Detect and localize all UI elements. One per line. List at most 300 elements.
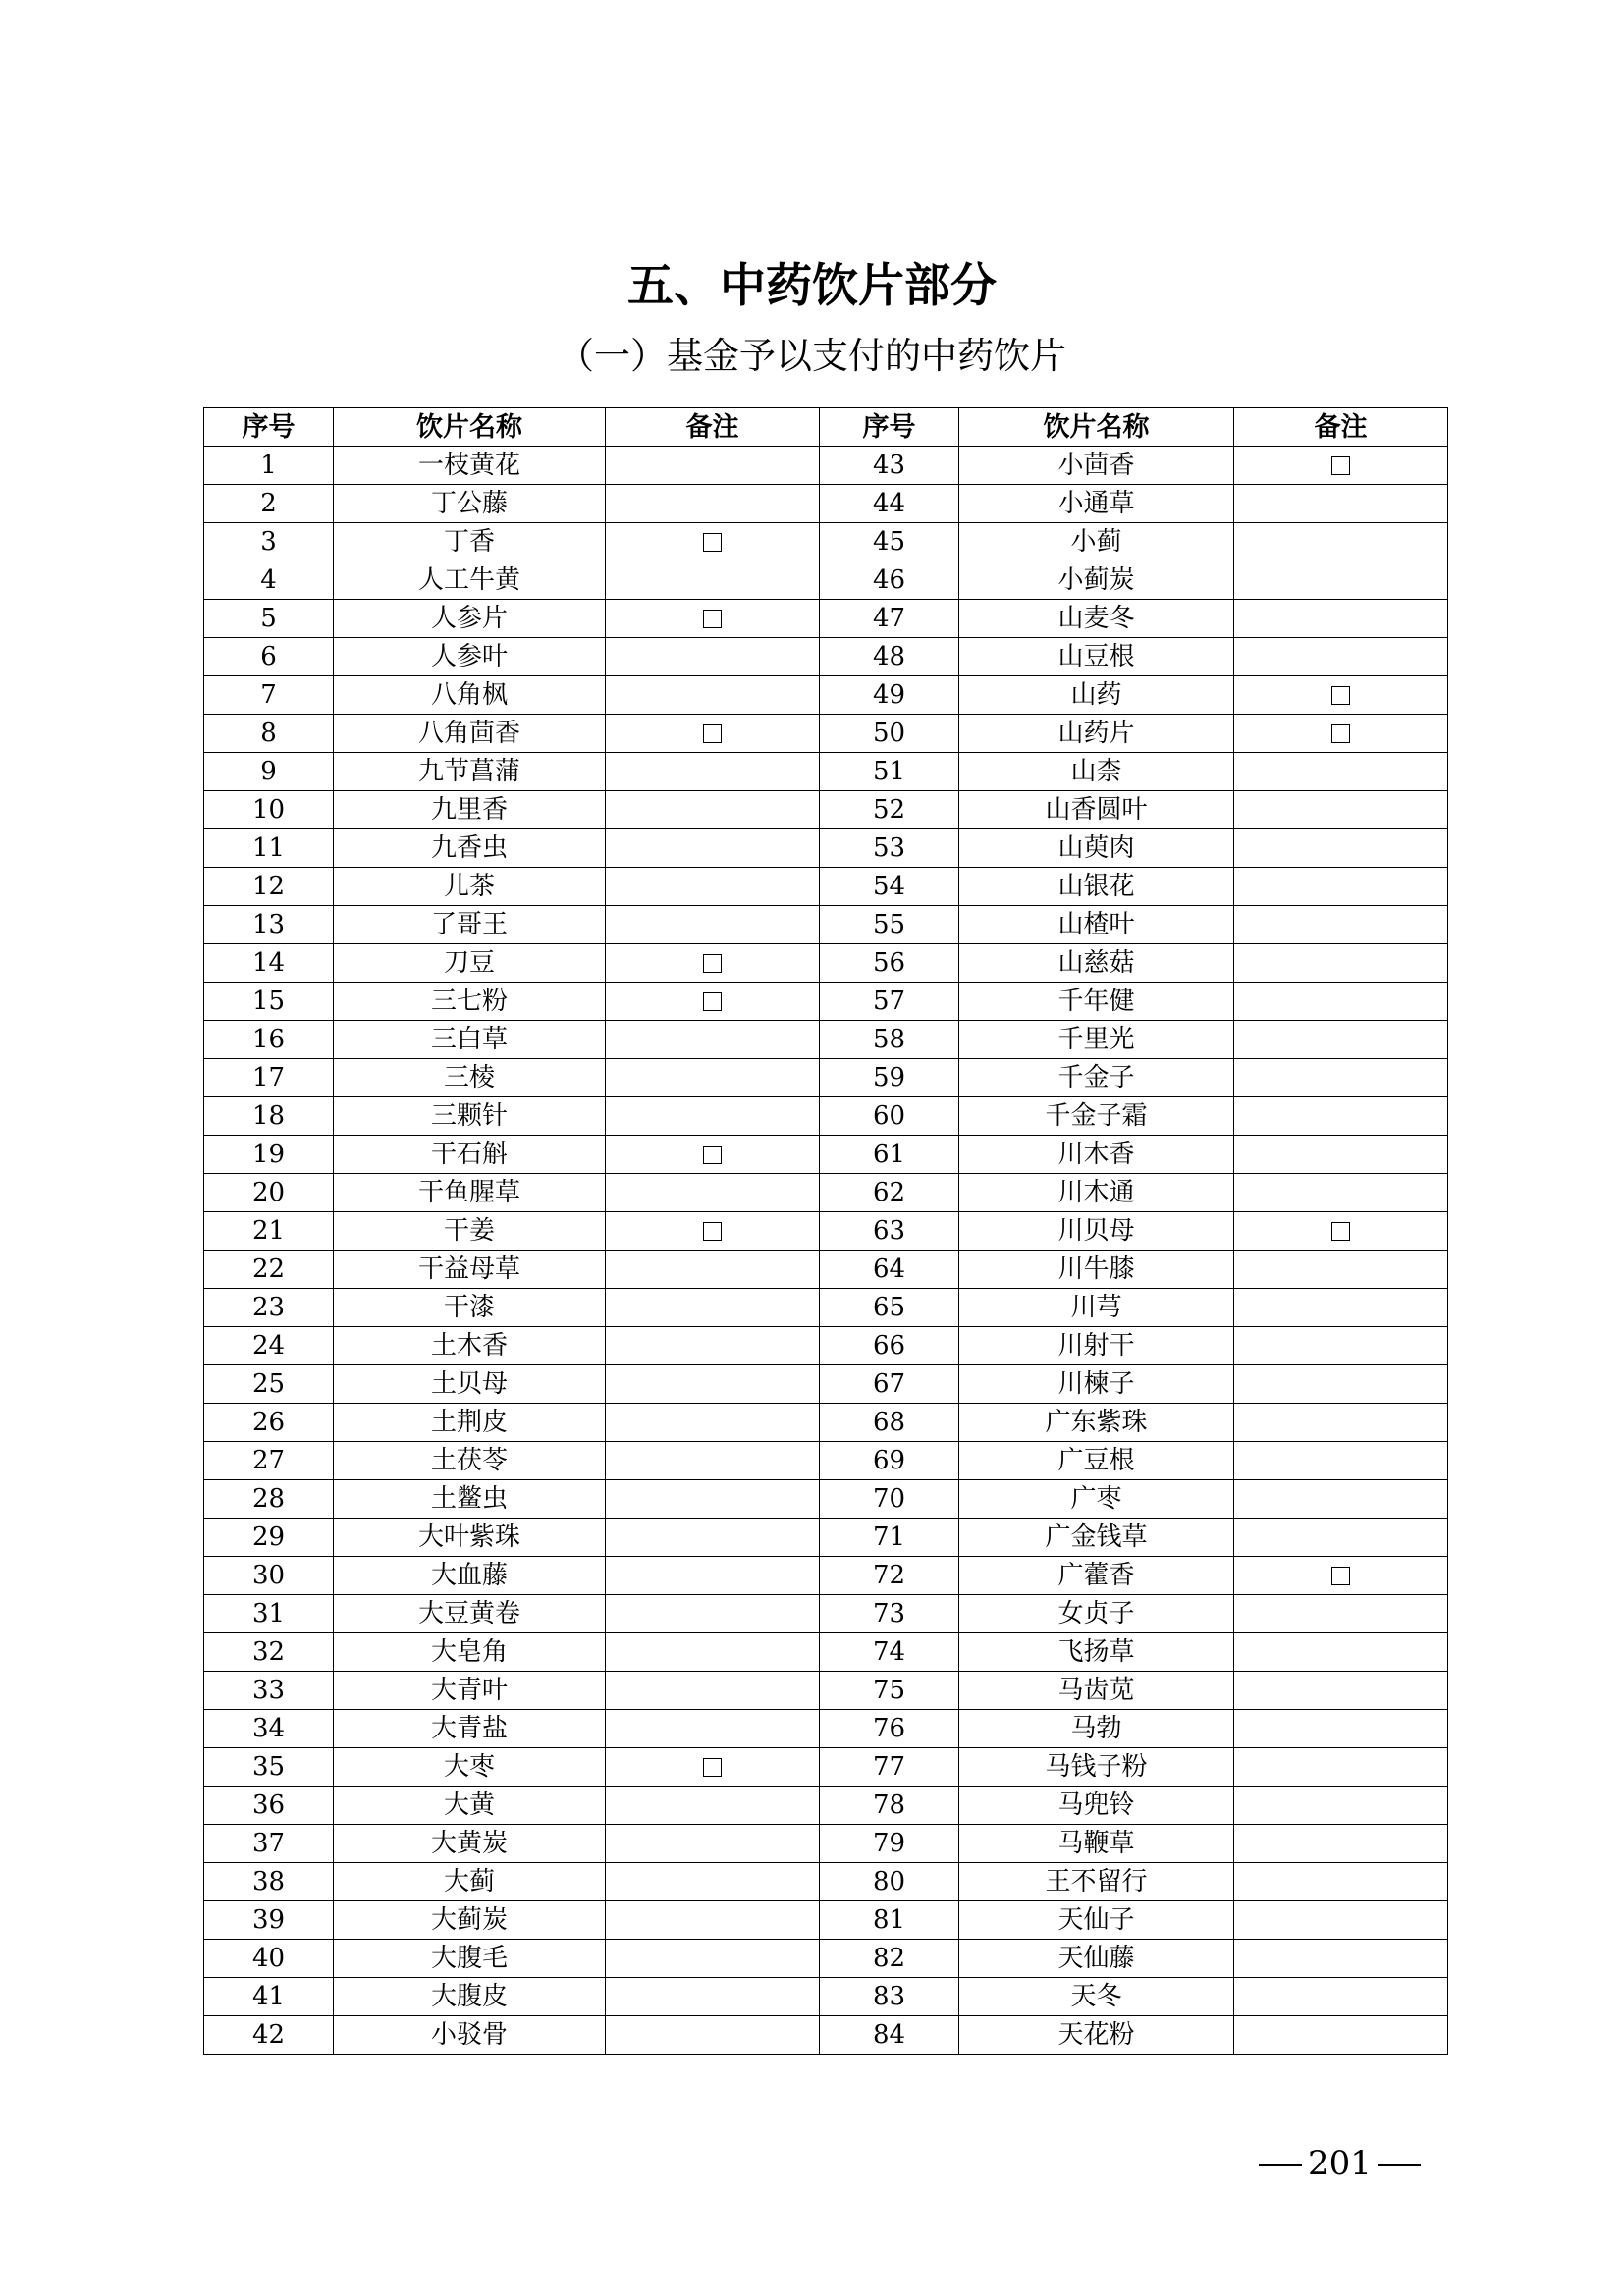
row-note-right xyxy=(1234,829,1448,868)
checkbox-square-icon xyxy=(703,1222,722,1241)
row-note-left xyxy=(606,1021,820,1059)
row-no-right: 68 xyxy=(820,1404,959,1442)
row-no-left: 36 xyxy=(204,1787,334,1825)
checkbox-square-icon xyxy=(1331,1222,1350,1241)
row-no-left: 10 xyxy=(204,791,334,829)
row-note-right xyxy=(1234,485,1448,523)
row-no-left: 31 xyxy=(204,1595,334,1633)
row-note-left xyxy=(606,1633,820,1672)
row-name-right: 女贞子 xyxy=(959,1595,1234,1633)
row-name-left: 九节菖蒲 xyxy=(334,753,606,791)
row-no-right: 51 xyxy=(820,753,959,791)
row-name-left: 大青盐 xyxy=(334,1710,606,1748)
row-note-left xyxy=(606,906,820,944)
row-no-left: 42 xyxy=(204,2016,334,2055)
table-row xyxy=(204,600,1448,638)
row-name-left: 了哥王 xyxy=(334,906,606,944)
row-name-right: 川芎 xyxy=(959,1289,1234,1327)
table-row xyxy=(204,485,1448,523)
row-note-right xyxy=(1234,1825,1448,1863)
row-name-right: 天花粉 xyxy=(959,2016,1234,2055)
row-no-right: 63 xyxy=(820,1212,959,1251)
header-no-left: 序号 xyxy=(204,408,334,447)
row-no-right: 49 xyxy=(820,676,959,715)
row-note-right xyxy=(1234,1097,1448,1136)
row-no-left: 22 xyxy=(204,1251,334,1289)
row-note-left xyxy=(606,1863,820,1901)
row-no-left: 25 xyxy=(204,1365,334,1404)
row-note-right xyxy=(1234,715,1448,753)
table-row xyxy=(204,1710,1448,1748)
row-name-left: 三颗针 xyxy=(334,1097,606,1136)
row-no-left: 30 xyxy=(204,1557,334,1595)
row-note-left xyxy=(606,1940,820,1978)
row-no-right: 48 xyxy=(820,638,959,676)
row-no-left: 40 xyxy=(204,1940,334,1978)
row-no-left: 38 xyxy=(204,1863,334,1901)
row-note-right xyxy=(1234,944,1448,983)
row-no-left: 17 xyxy=(204,1059,334,1097)
row-name-left: 人参片 xyxy=(334,600,606,638)
row-no-left: 34 xyxy=(204,1710,334,1748)
row-name-right: 广东紫珠 xyxy=(959,1404,1234,1442)
row-name-right: 小茴香 xyxy=(959,447,1234,485)
row-name-right: 山香圆叶 xyxy=(959,791,1234,829)
row-note-left xyxy=(606,791,820,829)
row-name-left: 土木香 xyxy=(334,1327,606,1365)
page-number xyxy=(1253,2144,1427,2183)
row-name-left: 人参叶 xyxy=(334,638,606,676)
row-note-right xyxy=(1234,1289,1448,1327)
page-title: 五、中药饮片部分 xyxy=(627,259,997,313)
row-note-right xyxy=(1234,1212,1448,1251)
row-note-left xyxy=(606,1059,820,1097)
row-note-left xyxy=(606,715,820,753)
row-name-left: 九香虫 xyxy=(334,829,606,868)
row-no-left: 2 xyxy=(204,485,334,523)
row-no-left: 6 xyxy=(204,638,334,676)
herbal-pieces-table xyxy=(203,407,1448,2055)
row-note-right xyxy=(1234,1633,1448,1672)
row-name-left: 小驳骨 xyxy=(334,2016,606,2055)
row-name-left: 三七粉 xyxy=(334,983,606,1021)
table-row xyxy=(204,1672,1448,1710)
checkbox-square-icon xyxy=(703,724,722,743)
row-no-right: 74 xyxy=(820,1633,959,1672)
row-name-left: 刀豆 xyxy=(334,944,606,983)
row-name-right: 天仙子 xyxy=(959,1901,1234,1940)
header-no-right: 序号 xyxy=(820,408,959,447)
row-note-left xyxy=(606,1825,820,1863)
row-name-right: 千年健 xyxy=(959,983,1234,1021)
row-no-right: 58 xyxy=(820,1021,959,1059)
row-note-left xyxy=(606,1097,820,1136)
table-row xyxy=(204,791,1448,829)
row-no-right: 77 xyxy=(820,1748,959,1787)
table-row xyxy=(204,1174,1448,1212)
checkbox-square-icon xyxy=(703,954,722,973)
row-name-right: 山银花 xyxy=(959,868,1234,906)
row-no-right: 52 xyxy=(820,791,959,829)
table-row xyxy=(204,1748,1448,1787)
table-row xyxy=(204,1519,1448,1557)
row-name-left: 大蓟 xyxy=(334,1863,606,1901)
row-no-left: 21 xyxy=(204,1212,334,1251)
row-note-right xyxy=(1234,638,1448,676)
row-name-right: 小蓟炭 xyxy=(959,561,1234,600)
row-note-right xyxy=(1234,1863,1448,1901)
checkbox-square-icon xyxy=(703,610,722,628)
row-note-right xyxy=(1234,1365,1448,1404)
row-note-right xyxy=(1234,2016,1448,2055)
row-no-right: 76 xyxy=(820,1710,959,1748)
row-name-right: 千金子霜 xyxy=(959,1097,1234,1136)
table-row xyxy=(204,829,1448,868)
table-row xyxy=(204,715,1448,753)
row-name-right: 天仙藤 xyxy=(959,1940,1234,1978)
row-no-left: 23 xyxy=(204,1289,334,1327)
row-no-left: 13 xyxy=(204,906,334,944)
row-name-right: 山药片 xyxy=(959,715,1234,753)
row-note-left xyxy=(606,638,820,676)
table-row xyxy=(204,1940,1448,1978)
checkbox-square-icon xyxy=(1331,456,1350,475)
row-no-right: 62 xyxy=(820,1174,959,1212)
row-no-right: 80 xyxy=(820,1863,959,1901)
row-name-left: 丁香 xyxy=(334,523,606,561)
row-no-right: 66 xyxy=(820,1327,959,1365)
row-no-left: 16 xyxy=(204,1021,334,1059)
row-no-left: 1 xyxy=(204,447,334,485)
row-name-left: 儿茶 xyxy=(334,868,606,906)
row-note-left xyxy=(606,1174,820,1212)
checkbox-square-icon xyxy=(703,1758,722,1777)
row-note-left xyxy=(606,1978,820,2016)
row-no-right: 81 xyxy=(820,1901,959,1940)
row-note-left xyxy=(606,1901,820,1940)
row-name-right: 千里光 xyxy=(959,1021,1234,1059)
row-no-right: 45 xyxy=(820,523,959,561)
row-note-right xyxy=(1234,1978,1448,2016)
table-row xyxy=(204,1251,1448,1289)
row-note-left xyxy=(606,1251,820,1289)
row-no-right: 47 xyxy=(820,600,959,638)
row-note-left xyxy=(606,1365,820,1404)
row-no-left: 15 xyxy=(204,983,334,1021)
row-name-left: 干石斛 xyxy=(334,1136,606,1174)
row-no-left: 32 xyxy=(204,1633,334,1672)
row-note-left xyxy=(606,1327,820,1365)
row-no-right: 57 xyxy=(820,983,959,1021)
table-row xyxy=(204,1787,1448,1825)
row-no-right: 79 xyxy=(820,1825,959,1863)
table-row xyxy=(204,1327,1448,1365)
row-note-right xyxy=(1234,1021,1448,1059)
row-name-right: 小通草 xyxy=(959,485,1234,523)
row-note-left xyxy=(606,753,820,791)
row-name-left: 大枣 xyxy=(334,1748,606,1787)
row-note-right xyxy=(1234,1748,1448,1787)
row-name-right: 马钱子粉 xyxy=(959,1748,1234,1787)
row-no-left: 26 xyxy=(204,1404,334,1442)
table-row xyxy=(204,1059,1448,1097)
row-note-right xyxy=(1234,1136,1448,1174)
row-note-right xyxy=(1234,983,1448,1021)
row-note-right xyxy=(1234,447,1448,485)
table-row xyxy=(204,1480,1448,1519)
table-row xyxy=(204,944,1448,983)
table-row xyxy=(204,753,1448,791)
row-name-left: 丁公藤 xyxy=(334,485,606,523)
row-no-right: 46 xyxy=(820,561,959,600)
row-name-left: 干姜 xyxy=(334,1212,606,1251)
row-no-right: 84 xyxy=(820,2016,959,2055)
row-note-left xyxy=(606,1672,820,1710)
row-no-right: 44 xyxy=(820,485,959,523)
row-no-left: 41 xyxy=(204,1978,334,2016)
row-note-left xyxy=(606,829,820,868)
dash-left xyxy=(1259,2164,1302,2166)
row-note-left xyxy=(606,523,820,561)
row-note-left xyxy=(606,944,820,983)
table-row xyxy=(204,1825,1448,1863)
row-name-left: 一枝黄花 xyxy=(334,447,606,485)
checkbox-square-icon xyxy=(703,533,722,552)
row-name-right: 川木香 xyxy=(959,1136,1234,1174)
row-note-right xyxy=(1234,791,1448,829)
row-no-left: 4 xyxy=(204,561,334,600)
row-name-left: 三棱 xyxy=(334,1059,606,1097)
row-no-left: 29 xyxy=(204,1519,334,1557)
row-note-right xyxy=(1234,600,1448,638)
row-name-right: 川牛膝 xyxy=(959,1251,1234,1289)
row-name-right: 山萸肉 xyxy=(959,829,1234,868)
row-note-left xyxy=(606,447,820,485)
row-note-right xyxy=(1234,1595,1448,1633)
row-no-right: 61 xyxy=(820,1136,959,1174)
header-name-right: 饮片名称 xyxy=(959,408,1234,447)
table-row xyxy=(204,1633,1448,1672)
row-name-left: 八角茴香 xyxy=(334,715,606,753)
row-name-right: 广枣 xyxy=(959,1480,1234,1519)
row-no-right: 70 xyxy=(820,1480,959,1519)
row-no-left: 11 xyxy=(204,829,334,868)
row-name-left: 三白草 xyxy=(334,1021,606,1059)
row-no-left: 24 xyxy=(204,1327,334,1365)
row-note-left xyxy=(606,1748,820,1787)
row-no-left: 7 xyxy=(204,676,334,715)
row-note-left xyxy=(606,868,820,906)
row-name-right: 山慈菇 xyxy=(959,944,1234,983)
page-number-value: 201 xyxy=(1308,2144,1372,2183)
table-row xyxy=(204,638,1448,676)
table-row xyxy=(204,1978,1448,2016)
row-note-right xyxy=(1234,1940,1448,1978)
row-no-left: 27 xyxy=(204,1442,334,1480)
row-name-right: 山楂叶 xyxy=(959,906,1234,944)
table-row xyxy=(204,983,1448,1021)
row-no-right: 67 xyxy=(820,1365,959,1404)
row-note-right xyxy=(1234,561,1448,600)
checkbox-square-icon xyxy=(1331,686,1350,705)
row-note-right xyxy=(1234,1672,1448,1710)
row-name-left: 土荆皮 xyxy=(334,1404,606,1442)
row-name-right: 马勃 xyxy=(959,1710,1234,1748)
row-no-right: 75 xyxy=(820,1672,959,1710)
row-name-right: 千金子 xyxy=(959,1059,1234,1097)
row-note-left xyxy=(606,1787,820,1825)
row-name-left: 土贝母 xyxy=(334,1365,606,1404)
row-name-left: 大叶紫珠 xyxy=(334,1519,606,1557)
row-note-right xyxy=(1234,1174,1448,1212)
row-no-left: 3 xyxy=(204,523,334,561)
row-no-left: 33 xyxy=(204,1672,334,1710)
row-note-right xyxy=(1234,1787,1448,1825)
row-note-left xyxy=(606,1289,820,1327)
table-row xyxy=(204,1595,1448,1633)
row-name-right: 山麦冬 xyxy=(959,600,1234,638)
table-row xyxy=(204,561,1448,600)
row-name-left: 大蓟炭 xyxy=(334,1901,606,1940)
row-no-right: 83 xyxy=(820,1978,959,2016)
row-name-right: 广金钱草 xyxy=(959,1519,1234,1557)
row-no-right: 78 xyxy=(820,1787,959,1825)
row-no-left: 9 xyxy=(204,753,334,791)
row-note-left xyxy=(606,561,820,600)
row-name-left: 土鳖虫 xyxy=(334,1480,606,1519)
row-name-right: 飞扬草 xyxy=(959,1633,1234,1672)
row-no-right: 55 xyxy=(820,906,959,944)
row-note-left xyxy=(606,676,820,715)
row-name-left: 大腹毛 xyxy=(334,1940,606,1978)
row-no-left: 18 xyxy=(204,1097,334,1136)
row-note-right xyxy=(1234,1710,1448,1748)
row-name-left: 干益母草 xyxy=(334,1251,606,1289)
row-name-left: 大黄炭 xyxy=(334,1825,606,1863)
row-no-left: 8 xyxy=(204,715,334,753)
row-name-right: 广藿香 xyxy=(959,1557,1234,1595)
row-note-right xyxy=(1234,1901,1448,1940)
checkbox-square-icon xyxy=(1331,1567,1350,1585)
row-note-left xyxy=(606,1404,820,1442)
row-note-right xyxy=(1234,1059,1448,1097)
row-name-left: 大皂角 xyxy=(334,1633,606,1672)
row-no-right: 73 xyxy=(820,1595,959,1633)
table-row xyxy=(204,1404,1448,1442)
row-note-right xyxy=(1234,1442,1448,1480)
section-subtitle: （一）基金予以支付的中药饮片 xyxy=(558,335,1066,377)
row-note-left xyxy=(606,1595,820,1633)
table-header-row xyxy=(204,408,1448,447)
row-name-right: 王不留行 xyxy=(959,1863,1234,1901)
row-note-left xyxy=(606,1710,820,1748)
table-body xyxy=(204,447,1448,2055)
row-no-left: 39 xyxy=(204,1901,334,1940)
row-no-right: 65 xyxy=(820,1289,959,1327)
row-name-left: 干漆 xyxy=(334,1289,606,1327)
row-no-right: 59 xyxy=(820,1059,959,1097)
header-note-left: 备注 xyxy=(606,408,820,447)
table-row xyxy=(204,1212,1448,1251)
dash-right xyxy=(1378,2164,1421,2166)
row-name-left: 土茯苓 xyxy=(334,1442,606,1480)
table-row xyxy=(204,1901,1448,1940)
row-no-right: 64 xyxy=(820,1251,959,1289)
row-name-right: 山柰 xyxy=(959,753,1234,791)
row-name-right: 山豆根 xyxy=(959,638,1234,676)
row-no-left: 19 xyxy=(204,1136,334,1174)
row-note-left xyxy=(606,485,820,523)
row-note-left xyxy=(606,1212,820,1251)
row-no-right: 53 xyxy=(820,829,959,868)
header-name-left: 饮片名称 xyxy=(334,408,606,447)
row-no-left: 37 xyxy=(204,1825,334,1863)
row-name-right: 川贝母 xyxy=(959,1212,1234,1251)
row-no-right: 82 xyxy=(820,1940,959,1978)
row-note-right xyxy=(1234,1251,1448,1289)
table-row xyxy=(204,1097,1448,1136)
row-name-left: 大腹皮 xyxy=(334,1978,606,2016)
row-name-right: 马齿苋 xyxy=(959,1672,1234,1710)
row-no-right: 60 xyxy=(820,1097,959,1136)
row-note-right xyxy=(1234,1480,1448,1519)
checkbox-square-icon xyxy=(1331,724,1350,743)
table-row xyxy=(204,1557,1448,1595)
table-row xyxy=(204,1289,1448,1327)
table-row xyxy=(204,2016,1448,2055)
table-row xyxy=(204,523,1448,561)
row-no-right: 54 xyxy=(820,868,959,906)
row-note-right xyxy=(1234,1404,1448,1442)
row-name-right: 广豆根 xyxy=(959,1442,1234,1480)
header-note-right: 备注 xyxy=(1234,408,1448,447)
checkbox-square-icon xyxy=(703,992,722,1011)
checkbox-square-icon xyxy=(703,1146,722,1164)
row-note-right xyxy=(1234,523,1448,561)
row-no-right: 71 xyxy=(820,1519,959,1557)
row-note-left xyxy=(606,1136,820,1174)
row-note-left xyxy=(606,983,820,1021)
row-note-left xyxy=(606,1557,820,1595)
row-no-left: 28 xyxy=(204,1480,334,1519)
row-name-right: 小蓟 xyxy=(959,523,1234,561)
row-name-right: 山药 xyxy=(959,676,1234,715)
row-note-right xyxy=(1234,753,1448,791)
table-row xyxy=(204,676,1448,715)
row-note-right xyxy=(1234,868,1448,906)
row-note-right xyxy=(1234,1519,1448,1557)
row-name-left: 八角枫 xyxy=(334,676,606,715)
table-row xyxy=(204,1365,1448,1404)
row-no-left: 14 xyxy=(204,944,334,983)
table-row xyxy=(204,1136,1448,1174)
row-name-left: 大青叶 xyxy=(334,1672,606,1710)
table-row xyxy=(204,906,1448,944)
row-no-right: 56 xyxy=(820,944,959,983)
row-name-right: 川木通 xyxy=(959,1174,1234,1212)
row-note-right xyxy=(1234,1327,1448,1365)
table-row xyxy=(204,447,1448,485)
row-name-left: 大豆黄卷 xyxy=(334,1595,606,1633)
row-note-left xyxy=(606,2016,820,2055)
row-name-right: 马兜铃 xyxy=(959,1787,1234,1825)
row-name-left: 九里香 xyxy=(334,791,606,829)
row-note-left xyxy=(606,1480,820,1519)
table-row xyxy=(204,868,1448,906)
row-note-left xyxy=(606,1519,820,1557)
row-name-left: 干鱼腥草 xyxy=(334,1174,606,1212)
row-note-left xyxy=(606,1442,820,1480)
